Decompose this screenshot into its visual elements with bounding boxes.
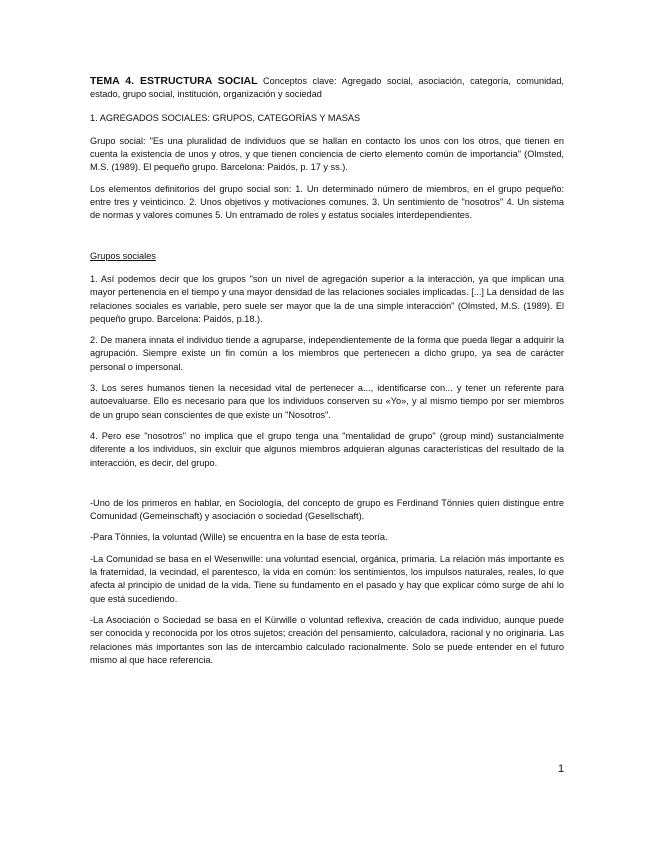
paragraph-groups-4: 4. Pero ese "nosotros" no implica que el grupo tenga una "mentalidad de grupo" (group mind) sustancialmente diferente a los individuos, sin excluir que algunos miembros adquieran algunas características del resultado de la interacción, es decir, del grupo.	[90, 430, 564, 468]
paragraph-tonnies-4: -La Asociación o Sociedad se basa en el Kürwille o voluntad reflexiva, creación de cada individuo, aunque puede ser conocida y reconocida por los otros sujetos; creación del pensamiento, calculadora, racional y no originaria. Las relaciones más importantes son las de intercambio calculado racionalmente. Solo se puede entender en el futuro mismo al que hace referencia.	[90, 614, 564, 665]
paragraph-tonnies-2: -Para Tönnies, la voluntad (Wille) se encuentra en la base de esta teoría.	[90, 532, 388, 543]
paragraph-tonnies-1: -Uno de los primeros en hablar, en Sociología, del concepto de grupo es Ferdinand Tönnies quien distingue entre Comunidad (Gemeinschaft) y asociación o sociedad (Gesellschaft).	[90, 497, 564, 522]
page-number: 1	[558, 763, 565, 775]
title-keywords: Conceptos clave: Agregado social, asociación, categoría, comunidad, estado, grupo social, institución, organización y sociedad	[90, 76, 564, 100]
paragraph-groups-2: 2. De manera innata el individuo tiende a agruparse, independientemente de la forma que pueda llegar a adquirir la agrupación. Siempre existe un fin común a los miembros que pertenecen a dicho grupo, ya sea de carácter personal o impersonal.	[90, 335, 564, 372]
section-heading: 1. AGREGADOS SOCIALES: GRUPOS, CATEGORÍAS Y MASAS	[90, 112, 361, 123]
document-title	[90, 75, 564, 102]
paragraph-defining-elements: Los elementos definitorios del grupo social son: 1. Un determinado número de miembros, en el grupo pequeño: entre tres y veinticinco. 2. Unos objetivos y motivaciones comunes. 3. Un sentimiento de "nosotros" 4. Un sistema de normas y valores comunes 5. Un entramado de roles y estatus sociales interdependientes.	[90, 183, 564, 221]
paragraph-tonnies-3: -La Comunidad se basa en el Wesenwille: una voluntad esencial, orgánica, primaria. La relación más importante es la fraternidad, la vecindad, el parentesco, la vida en común: los sentimientos, los impulsos naturales, reales, lo que afecta al principio de unidad de la vida. Tiene su fundamento en el pasado y hay que explicar cómo surge de ahí lo que está sucediendo.	[90, 553, 564, 604]
paragraph-grupo-social-definition: Grupo social: "Es una pluralidad de individuos que se hallan en contacto los unos con los otros, que tienen en cuenta la existencia de unos y otros, y que tienen conciencia de cierto elemento común de importancia" (Olmsted, M.S. (1989). El pequeño grupo. Barcelona: Paidós, p. 17 y ss.).	[90, 135, 564, 173]
paragraph-groups-1: 1. Así podemos decir que los grupos "son un nivel de agregación superior a la interacción, ya que implican una mayor pertenencia en el tiempo y una mayor densidad de las relaciones sociales implicadas. [...] La densidad de las relaciones sociales es variable, pero suele ser mayor que la de una simple interacción" (Olmsted, M.S. (1989). El pequeño grupo. Barcelona: Paidós, p.18.).	[90, 273, 564, 324]
subheading-grupos-sociales: Grupos sociales	[90, 250, 156, 261]
spacer	[90, 478, 564, 497]
paragraph-groups-3: 3. Los seres humanos tienen la necesidad vital de pertenecer a..., identificarse con... y tener un referente para autoevaluarse. Ello es necesario para que los individuos conserven su «Yo», y al mismo tiempo por ser miembros de un grupo sean conscientes de que existe un "Nosotros".	[90, 383, 564, 420]
document-body	[90, 75, 564, 675]
title-bold: TEMA 4. ESTRUCTURA SOCIAL	[90, 75, 258, 87]
